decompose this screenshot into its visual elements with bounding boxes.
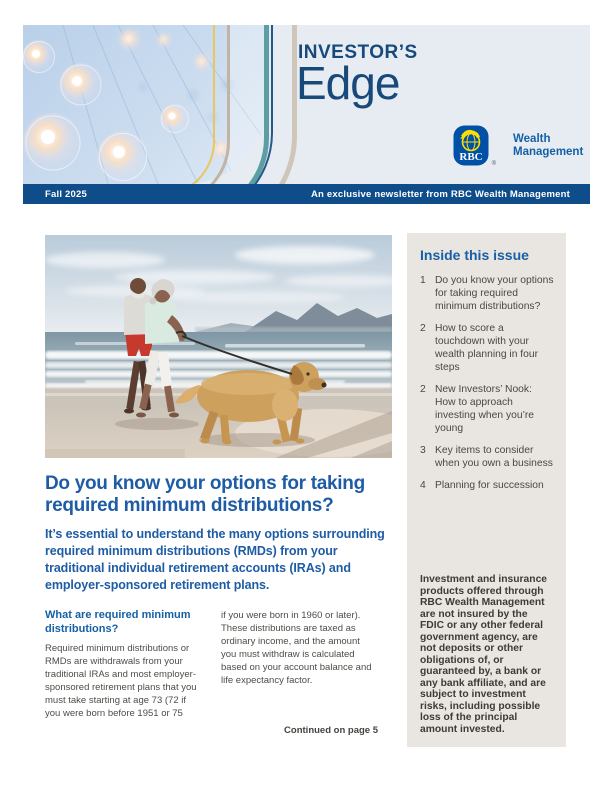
toc-item <box>420 322 554 374</box>
toc-page-number: 1 <box>420 275 426 286</box>
svg-text:RBC: RBC <box>459 151 483 163</box>
fdic-disclaimer: Investment and insurance products offered through RBC Wealth Management are not insured by the FDIC or any other federal government agency, are not deposits or other obligations of, or guaranteed by, a bank or any bank affiliate, and are subject to investment risks, including possible loss of the principal amount invested. <box>420 574 548 735</box>
wealth-management-wordmark: Wealth Management <box>513 132 584 158</box>
toc-item-text: New Investors’ Nook: How to approach investing when you’re young <box>435 384 535 434</box>
rbc-logo <box>453 125 583 166</box>
issue-tagline: An exclusive newsletter from RBC Wealth Management <box>311 188 570 200</box>
issue-bar <box>23 184 590 204</box>
article-intro: It’s essential to understand the many options surrounding required minimum distributions (RMDs) from your traditional individual retirement accounts (IRAs) and employer-sponsored retirement plans. <box>45 527 385 592</box>
registered-mark: ® <box>491 161 496 167</box>
toc-page-number: 2 <box>420 384 426 395</box>
bokeh-graphic <box>23 25 268 184</box>
inside-this-issue-panel <box>407 233 566 747</box>
panel-spacer <box>420 501 554 574</box>
article-subhead: What are required minimum distributions? <box>45 609 191 635</box>
toc-page-number: 4 <box>420 480 426 491</box>
masthead <box>23 25 590 184</box>
article-columns <box>45 609 376 720</box>
toc-item-text: Do you know your options for taking required minimum distributions? <box>435 275 554 312</box>
article-headline: Do you know your options for taking required minimum distributions? <box>45 473 365 516</box>
article-column-1 <box>45 609 200 720</box>
toc-item <box>420 444 554 470</box>
toc-item <box>420 383 554 435</box>
body-paragraph: Required minimum distributions or RMDs are withdrawals from your traditional IRAs and most employer-sponsored retirement plans that you must take starting at age 73 (72 if you were born before 1951 or 75 <box>45 643 197 719</box>
toc-item-text: Key items to consider when you own a business <box>435 445 553 469</box>
rbc-shield-icon <box>453 125 496 167</box>
panel-heading: Inside this issue <box>420 247 529 263</box>
continued-note: Continued on page 5 <box>284 725 378 736</box>
toc-item <box>420 274 554 313</box>
beach-photo <box>45 235 392 458</box>
article-column-2 <box>221 609 376 687</box>
newsletter-title: Edge <box>296 57 400 109</box>
newsletter-kicker: INVESTOR’S <box>298 42 418 63</box>
issue-date: Fall 2025 <box>45 188 87 200</box>
toc-page-number: 2 <box>420 323 426 334</box>
toc-page-number: 3 <box>420 445 426 456</box>
body-paragraph: if you were born in 1960 or later). These distributions are taxed as ordinary income, and the amount you must withdraw is calculated based on your account balance and life expectancy factor. <box>221 610 372 686</box>
toc-item-text: Planning for succession <box>435 480 544 491</box>
bokeh-orbs-illustration <box>23 25 268 184</box>
toc-item <box>420 479 554 492</box>
toc-item-text: How to score a touchdown with your wealth planning in four steps <box>435 323 539 373</box>
